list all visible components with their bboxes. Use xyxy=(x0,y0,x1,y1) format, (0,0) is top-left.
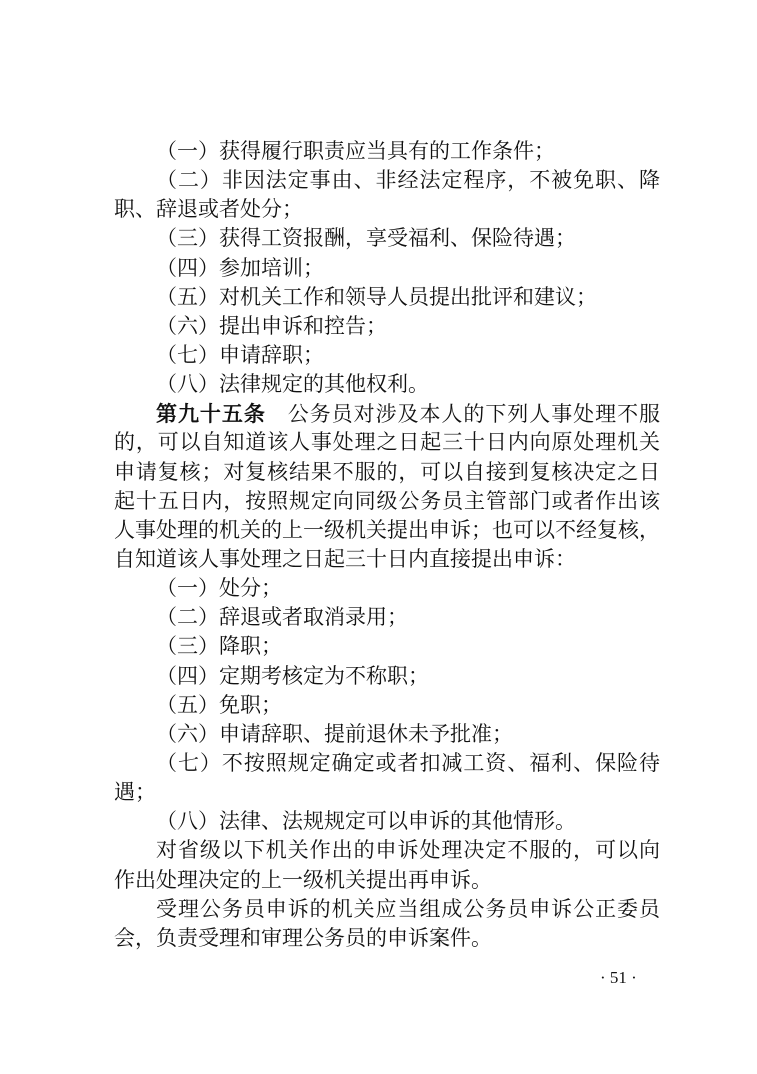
appeal-item-7-cont: 遇； xyxy=(114,780,156,805)
rights-item-5: （五）对机关工作和领导人员提出批评和建议； xyxy=(156,284,597,309)
rights-item-1: （一）获得履行职责应当具有的工作条件； xyxy=(156,139,555,163)
article-95-line: 起十五日内，按照规定向同级公务员主管部门或者作出该 xyxy=(114,488,660,513)
page-number: · 51 · xyxy=(600,968,637,987)
rights-item-6: （六）提出申诉和控告； xyxy=(156,313,387,338)
appeal-item-2: （二）辞退或者取消录用； xyxy=(156,605,408,630)
appeal-item-1: （一）处分； xyxy=(156,576,282,601)
rights-item-2-cont: 职、辞退或者处分； xyxy=(114,197,303,222)
appeal-item-6: （六）申请辞职、提前退休未予批准； xyxy=(156,721,513,746)
reappeal-paragraph-line: 对省级以下机关作出的申诉处理决定不服的，可以向 xyxy=(156,838,660,863)
article-95-line: 的，可以自知道该人事处理之日起三十日内向原处理机关 xyxy=(114,430,660,455)
article-number: 第九十五条 xyxy=(156,401,266,427)
article-95-line: 自知道该人事处理之日起三十日内直接提出申诉： xyxy=(114,546,576,571)
reappeal-paragraph-line: 作出处理决定的上一级机关提出再申诉。 xyxy=(114,867,492,892)
appeal-item-8: （八）法律、法规规定可以申诉的其他情形。 xyxy=(156,809,576,834)
rights-item-2: （二）非因法定事由、非经法定程序，不被免职、降 xyxy=(156,168,660,193)
committee-paragraph-line: 会，负责受理和审理公务员的申诉案件。 xyxy=(114,925,492,950)
appeal-item-5: （五）免职； xyxy=(156,692,282,717)
article-95-lead: 公务员对涉及本人的下列人事处理不服 xyxy=(287,402,660,427)
appeal-item-7: （七）不按照规定确定或者扣减工资、福利、保险待 xyxy=(156,750,660,775)
article-95-first-line xyxy=(114,399,660,428)
appeal-item-4: （四）定期考核定为不称职； xyxy=(156,663,429,688)
article-95-line: 人事处理的机关的上一级机关提出申诉；也可以不经复核， xyxy=(114,517,660,542)
rights-item-3: （三）获得工资报酬，享受福利、保险待遇； xyxy=(156,226,576,251)
rights-item-8: （八）法律规定的其他权利。 xyxy=(156,372,429,397)
rights-item-4: （四）参加培训； xyxy=(156,255,324,280)
document-body xyxy=(114,137,660,953)
committee-paragraph-line: 受理公务员申诉的机关应当组成公务员申诉公正委员 xyxy=(156,896,660,921)
rights-item-7: （七）申请辞职； xyxy=(156,342,324,367)
article-95-line: 申请复核；对复核结果不服的，可以自接到复核决定之日 xyxy=(114,459,660,484)
appeal-item-3: （三）降职； xyxy=(156,634,282,659)
